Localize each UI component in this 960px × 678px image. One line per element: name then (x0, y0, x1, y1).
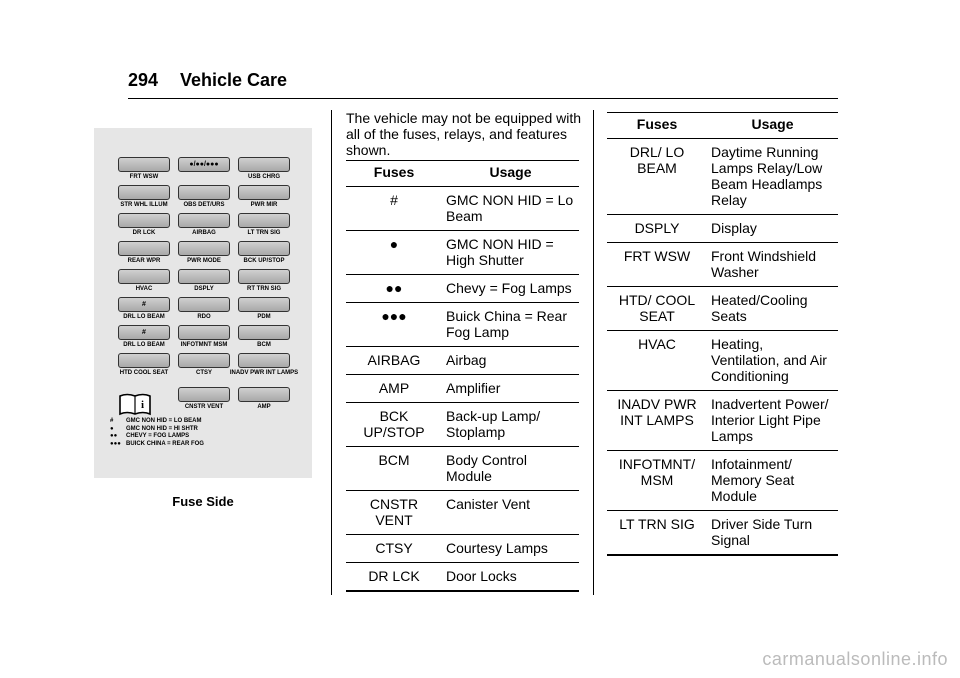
fuse-legend (110, 418, 204, 448)
fuse (238, 269, 290, 284)
legend-text: GMC NON HID = HI SHTR (126, 425, 198, 432)
page-number: 294 (128, 70, 159, 90)
fuse (238, 185, 290, 200)
fuse-label: PWR MODE (187, 258, 221, 264)
fuse-table-1 (346, 160, 579, 592)
fuse-usage: Door Locks (442, 563, 579, 592)
table-row (346, 347, 579, 375)
fuse-usage: Heating, Ventilation, and Air Conditioning (707, 331, 838, 391)
fuse-usage: Daytime Running Lamps Relay/Low Beam Headlamps Relay (707, 139, 838, 215)
table-row (346, 535, 579, 563)
col-header-usage: Usage (442, 161, 579, 187)
legend-symbol: ●● (110, 433, 118, 439)
table-row (607, 451, 838, 511)
fuse (178, 353, 230, 368)
fuse-label: OBS DET/URS (183, 202, 225, 208)
fuse-name: DR LCK (346, 563, 442, 592)
svg-text:i: i (140, 399, 145, 411)
fuse (238, 387, 290, 402)
column-divider (593, 110, 594, 595)
watermark: carmanualsonline.info (762, 649, 948, 669)
fuse-usage: Display (707, 215, 838, 243)
fuse-label: DRL LO BEAM (123, 342, 165, 348)
fuse (118, 157, 170, 172)
fuse-label: AIRBAG (192, 230, 216, 236)
legend-text: CHEVY = FOG LAMPS (126, 433, 190, 439)
fuse-table-2 (607, 112, 838, 556)
fuse-name: HVAC (607, 331, 707, 391)
fuse-label: PDM (257, 314, 271, 320)
fuse-label: HTD COOL SEAT (119, 370, 169, 376)
table-row (346, 447, 579, 491)
fuse (238, 213, 290, 228)
fuse-label: DSPLY (194, 286, 214, 292)
fuse-name: LT TRN SIG (607, 511, 707, 556)
fuse-name: CTSY (346, 535, 442, 563)
fuse-name: # (346, 187, 442, 231)
fuse (238, 297, 290, 312)
fuse-name: ●●● (346, 303, 442, 347)
fuse-label: INADV PWR INT LAMPS (229, 370, 299, 376)
fuse-label: STR WHL ILLUM (120, 202, 168, 208)
table-row (346, 187, 579, 231)
table-row (607, 139, 838, 215)
header-rule (128, 98, 838, 99)
fuse-usage: GMC NON HID = Lo Beam (442, 187, 579, 231)
fuse-label: USB CHRG (247, 174, 280, 180)
fuse-label: DR LCK (132, 230, 156, 236)
fuse-label: DRL LO BEAM (123, 314, 165, 320)
fuse-name: BCK UP/STOP (346, 403, 442, 447)
owner-manual-icon (118, 392, 152, 416)
fuse-name: DRL/ LO BEAM (607, 139, 707, 215)
fuse: # (118, 325, 170, 340)
fuse (118, 241, 170, 256)
fuse-name: HTD/ COOL SEAT (607, 287, 707, 331)
fuse (238, 157, 290, 172)
fuse-label: LT TRN SIG (247, 230, 281, 236)
fuse-name: AIRBAG (346, 347, 442, 375)
fuse-label: CTSY (195, 370, 212, 376)
fuse-label: BCK UP/STOP (243, 258, 285, 264)
legend-symbol: ● (110, 425, 114, 432)
fuse-usage: Courtesy Lamps (442, 535, 579, 563)
fuse (118, 269, 170, 284)
table-row (607, 511, 838, 556)
fuse-label: RT TRN SIG (247, 286, 281, 292)
figure-caption: Fuse Side (172, 494, 234, 509)
fuse-usage: Heated/Cooling Seats (707, 287, 838, 331)
fuse-label: INFOTMNT MSM (180, 342, 228, 348)
legend-entry (110, 433, 204, 441)
fuse-name: DSPLY (607, 215, 707, 243)
intro-text: The vehicle may not be equipped with all of the fuses, relays, and features shown. (346, 110, 582, 158)
legend-text: GMC NON HID = LO BEAM (126, 418, 202, 424)
legend-text: BUICK CHINA = REAR FOG (126, 440, 204, 447)
fuse-name: ●● (346, 275, 442, 303)
fuse (178, 387, 230, 402)
col-header-fuses: Fuses (607, 113, 707, 139)
table-row (346, 303, 579, 347)
legend-entry (110, 441, 204, 449)
fuse-usage: Front Windshield Washer (707, 243, 838, 287)
legend-symbol: # (110, 418, 114, 424)
fuse-usage: Canister Vent (442, 491, 579, 535)
col-header-usage: Usage (707, 113, 838, 139)
fuse (118, 213, 170, 228)
fuse-name: CNSTR VENT (346, 491, 442, 535)
fuse-name: FRT WSW (607, 243, 707, 287)
fuse (178, 213, 230, 228)
table-row (607, 287, 838, 331)
fuse (178, 185, 230, 200)
fuse-label: PWR MIR (250, 202, 278, 208)
fuse-usage: Buick China = Rear Fog Lamp (442, 303, 579, 347)
fuse (238, 241, 290, 256)
table-row (607, 331, 838, 391)
fuse-label: HVAC (135, 286, 153, 292)
table-row (346, 563, 579, 592)
col-header-fuses: Fuses (346, 161, 442, 187)
column-divider (331, 110, 332, 595)
fuse-label: CNSTR VENT (184, 404, 224, 410)
fuse (118, 353, 170, 368)
legend-symbol: ●●● (110, 440, 121, 447)
fuse-usage: Chevy = Fog Lamps (442, 275, 579, 303)
table-row (607, 391, 838, 451)
legend-entry (110, 418, 204, 426)
fuse-usage: Amplifier (442, 375, 579, 403)
fuse-usage: Driver Side Turn Signal (707, 511, 838, 556)
table-row (346, 491, 579, 535)
fuse: ●/●●/●●● (178, 157, 230, 172)
fuse (238, 353, 290, 368)
fuse-usage: Back-up Lamp/ Stoplamp (442, 403, 579, 447)
fuse-usage: Airbag (442, 347, 579, 375)
fuse-label: AMP (257, 404, 271, 410)
fuse-name: INFOTMNT/ MSM (607, 451, 707, 511)
fuse (178, 297, 230, 312)
fuse-usage: Inadvertent Power/ Interior Light Pipe Lamps (707, 391, 838, 451)
fuse: # (118, 297, 170, 312)
fuse (238, 325, 290, 340)
fuse-usage: GMC NON HID = High Shutter (442, 231, 579, 275)
table-row (346, 403, 579, 447)
page-header (128, 70, 287, 91)
fuse-name: INADV PWR INT LAMPS (607, 391, 707, 451)
table-row (346, 275, 579, 303)
fuse-name: ● (346, 231, 442, 275)
fuse-label: RDO (197, 314, 211, 320)
fuse-label: REAR WPR (127, 258, 161, 264)
fuse-usage: Body Control Module (442, 447, 579, 491)
fuse (178, 241, 230, 256)
fuse-label: BCM (257, 342, 271, 348)
fuse (118, 185, 170, 200)
legend-entry (110, 426, 204, 434)
table-row (607, 243, 838, 287)
fuse-usage: Infotainment/ Memory Seat Module (707, 451, 838, 511)
page-title: Vehicle Care (180, 70, 288, 90)
table-row (346, 375, 579, 403)
fuse (178, 269, 230, 284)
fuse (178, 325, 230, 340)
fuse-label: FRT WSW (129, 174, 159, 180)
table-row (346, 231, 579, 275)
fuse-name: BCM (346, 447, 442, 491)
table-row (607, 215, 838, 243)
fuse-name: AMP (346, 375, 442, 403)
